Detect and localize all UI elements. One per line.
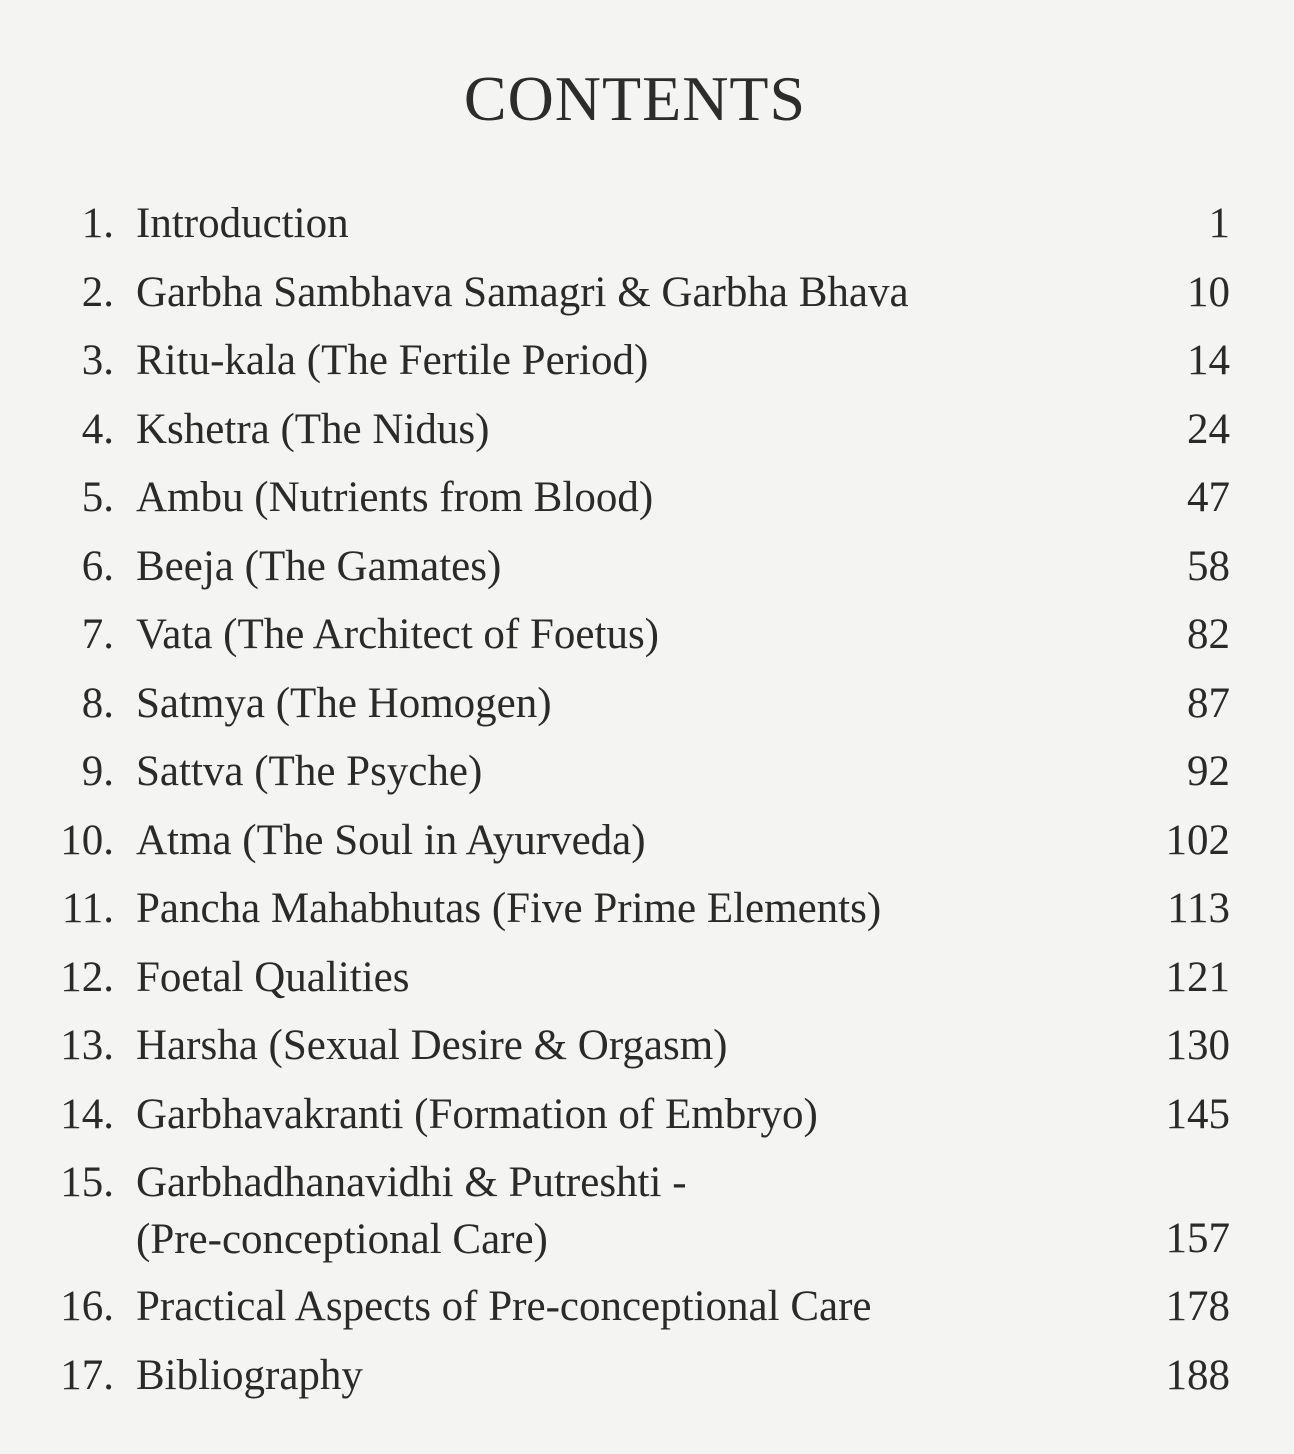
chapter-title: Garbha Sambhava Samagri & Garbha Bhava [136,268,909,316]
toc-entry [0,670,1294,739]
toc-entry [0,259,1294,328]
chapter-number: 15. [60,1159,114,1206]
chapter-number: 7. [81,611,114,658]
page-number: 24 [1187,405,1230,453]
chapter-number: 12. [60,953,114,1001]
toc-entry [0,1273,1294,1342]
toc-entry [0,1012,1294,1081]
page-number: 157 [1165,1215,1230,1262]
page-number: 121 [1165,953,1230,1001]
chapter-title [136,1149,687,1274]
chapter-title: Introduction [136,200,349,247]
chapter-number: 14. [60,1090,114,1138]
page-number: 14 [1187,337,1230,384]
toc-entry [0,1149,1294,1273]
chapter-number: 8. [81,679,114,727]
chapter-title: Ritu-kala (The Fertile Period) [136,337,649,384]
toc-entry [0,738,1294,807]
toc-entry [0,807,1294,876]
toc-entry [0,327,1294,396]
page-number: 10 [1187,268,1230,316]
chapter-title: Garbhavakranti (Formation of Embryo) [136,1090,818,1138]
chapter-number: 4. [81,405,114,453]
chapter-title-line-1: Garbhadhanavidhi & Putreshti - [136,1159,687,1206]
chapter-title: Kshetra (The Nidus) [136,405,490,453]
page-title: CONTENTS [463,63,807,134]
chapter-number: 17. [60,1351,114,1399]
page-number: 82 [1187,611,1230,658]
page-number: 113 [1167,885,1230,932]
chapter-number: 9. [81,748,114,795]
page-number: 47 [1187,474,1230,521]
chapter-title: Harsha (Sexual Desire & Orgasm) [136,1022,728,1069]
toc-entry [0,533,1294,602]
chapter-title-line-2: (Pre-conceptional Care) [136,1215,548,1263]
chapter-number: 11. [61,885,114,932]
chapter-title: Practical Aspects of Pre-conceptional Care [136,1283,872,1330]
toc-entry [0,464,1294,533]
page-number: 145 [1165,1090,1230,1138]
chapter-number: 5. [81,474,114,521]
chapter-title: Pancha Mahabhutas (Five Prime Elements) [136,885,882,932]
page-number: 178 [1165,1283,1230,1330]
chapter-number: 3. [81,337,114,384]
table-of-contents [0,190,1294,1410]
toc-entry [0,1081,1294,1150]
chapter-number: 2. [81,268,114,316]
chapter-number: 16. [60,1283,114,1330]
chapter-title: Vata (The Architect of Foetus) [136,611,659,658]
page-number: 87 [1187,679,1230,727]
page-number: 130 [1165,1022,1230,1069]
chapter-title: Ambu (Nutrients from Blood) [136,474,654,521]
chapter-number: 6. [81,542,114,590]
toc-entry [0,1342,1294,1411]
chapter-title: Beeja (The Gamates) [136,542,502,590]
toc-entry [0,944,1294,1013]
toc-entry [0,601,1294,670]
chapter-number: 10. [60,816,114,864]
chapter-title: Foetal Qualities [136,953,410,1001]
toc-entry [0,190,1294,259]
chapter-title: Sattva (The Psyche) [136,748,483,795]
page-number: 92 [1187,748,1230,795]
page-number: 1 [1208,200,1230,247]
chapter-title: Bibliography [136,1351,363,1399]
page-number: 102 [1165,816,1230,864]
chapter-number: 1. [81,200,114,247]
chapter-title: Atma (The Soul in Ayurveda) [136,816,646,864]
page-number: 58 [1187,542,1230,590]
page-number: 188 [1165,1351,1230,1399]
chapter-title: Satmya (The Homogen) [136,679,552,727]
toc-entry [0,396,1294,465]
chapter-number: 13. [60,1022,114,1069]
toc-entry [0,875,1294,944]
